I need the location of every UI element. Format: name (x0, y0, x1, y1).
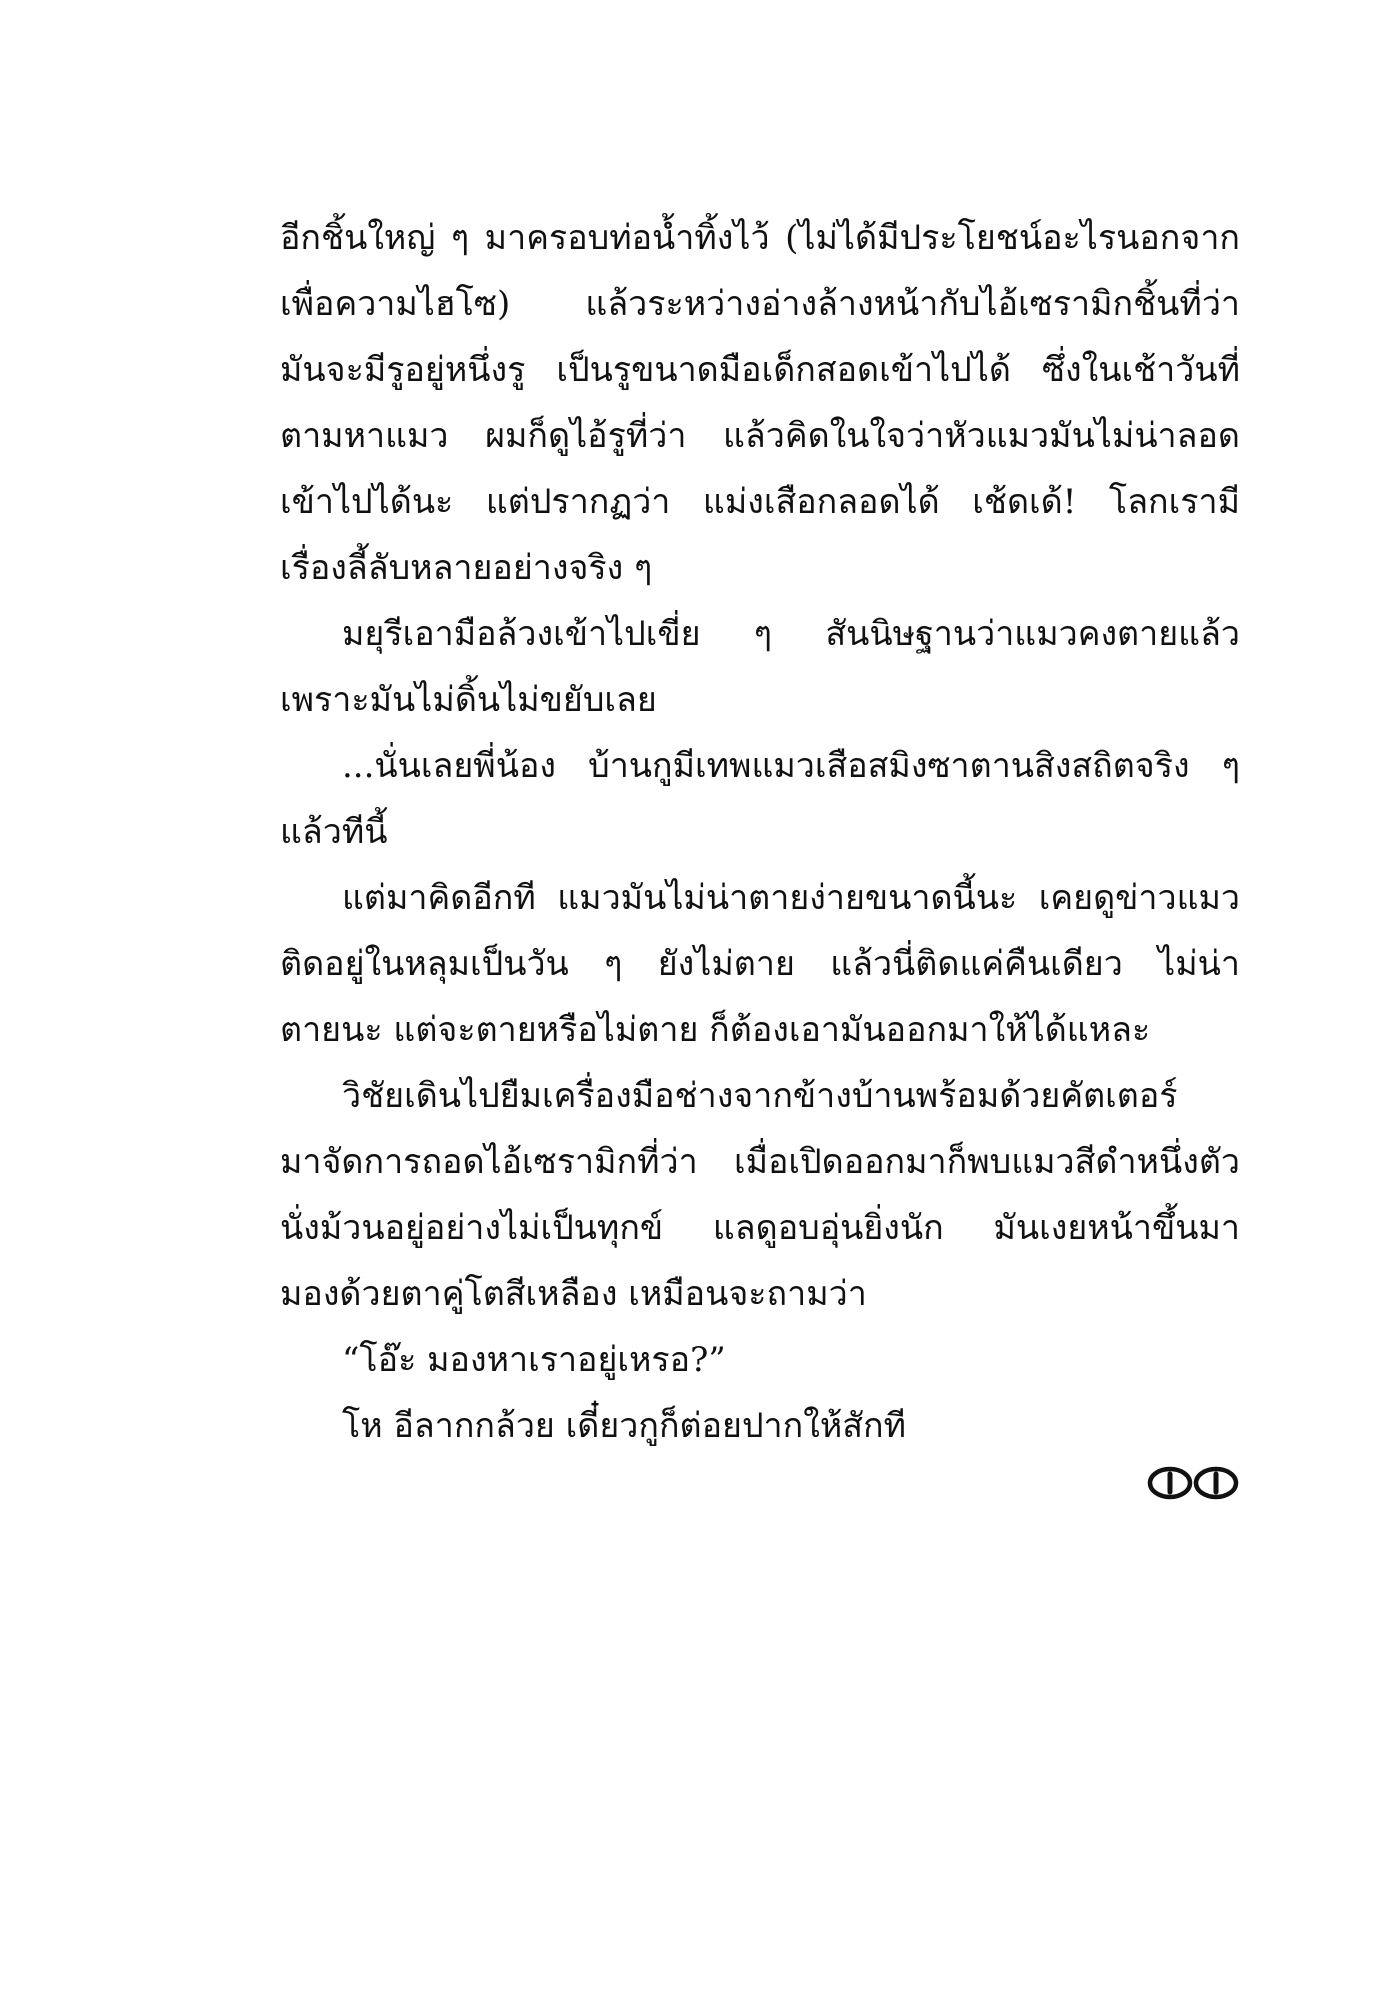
text-line: มาจัดการถอดไอ้เซรามิกที่ว่า เมื่อเปิดออกมาก็พบแมวสีดำหนึ่งตัว (280, 1142, 1240, 1182)
text-line: ตามหาแมว ผมก็ดูไอ้รูที่ว่า แล้วคิดในใจว่าหัวแมวมันไม่น่าลอด (280, 416, 1240, 456)
paragraph-4 (280, 865, 1240, 1063)
text-line: ติดอยู่ในหลุมเป็นวัน ๆ ยังไม่ตาย แล้วนี่ติดแค่คืนเดียว ไม่น่า (280, 944, 1240, 984)
paragraph-6 (280, 1327, 1240, 1393)
paragraph-7 (280, 1393, 1240, 1459)
twin-eye-ornament-icon (1145, 1461, 1241, 1505)
text-line: เพื่อความไฮโซ) แล้วระหว่างอ่างล้างหน้ากับไอ้เซรามิกชิ้นที่ว่า (280, 284, 1240, 324)
text-line: เพราะมันไม่ดิ้นไม่ขยับเลย (280, 680, 657, 720)
paragraph-3 (280, 733, 1240, 865)
text-line: เข้าไปได้นะ แต่ปรากฏว่า แม่งเสือกลอดได้ เช้ดเด้! โลกเรามี (280, 482, 1240, 522)
text-line: อีกชิ้นใหญ่ ๆ มาครอบท่อน้ำทิ้งไว้ (ไม่ได้มีประโยชน์อะไรนอกจาก (280, 218, 1240, 258)
paragraph-1 (280, 205, 1240, 601)
text-line: วิชัยเดินไปยืมเครื่องมือช่างจากข้างบ้านพร้อมด้วยคัตเตอร์ (342, 1076, 1178, 1116)
text-line: มันจะมีรูอยู่หนึ่งรู เป็นรูขนาดมือเด็กสอดเข้าไปได้ ซึ่งในเช้าวันที่ (280, 350, 1240, 390)
text-line: เรื่องลี้ลับหลายอย่างจริง ๆ (280, 548, 653, 588)
text-line: แล้วทีนี้ (280, 812, 388, 852)
text-line: โห อีลากกล้วย เดี๋ยวกูก็ต่อยปากให้สักที (342, 1406, 906, 1446)
text-line: นั่งม้วนอยู่อย่างไม่เป็นทุกข์ แลดูอบอุ่นยิ่งนัก มันเงยหน้าขึ้นมา (280, 1208, 1240, 1248)
text-line: มยุรีเอามือล้วงเข้าไปเขี่ย ๆ สันนิษฐานว่าแมวคงตายแล้ว (342, 614, 1240, 654)
text-line: มองด้วยตาคู่โตสีเหลือง เหมือนจะถามว่า (280, 1274, 867, 1314)
body-text (280, 205, 1240, 1459)
text-line: ...นั่นเลยพี่น้อง บ้านกูมีเทพแมวเสือสมิงซาตานสิงสถิตจริง ๆ (342, 746, 1240, 786)
paragraph-5 (280, 1063, 1240, 1327)
text-line: “โอ๊ะ มองหาเราอยู่เหรอ?” (342, 1340, 726, 1380)
paragraph-2 (280, 601, 1240, 733)
text-line: ตายนะ แต่จะตายหรือไม่ตาย ก็ต้องเอามันออกมาให้ได้แหละ (280, 1010, 1151, 1050)
text-line: แต่มาคิดอีกที แมวมันไม่น่าตายง่ายขนาดนี้นะ เคยดูข่าวแมว (342, 878, 1240, 918)
